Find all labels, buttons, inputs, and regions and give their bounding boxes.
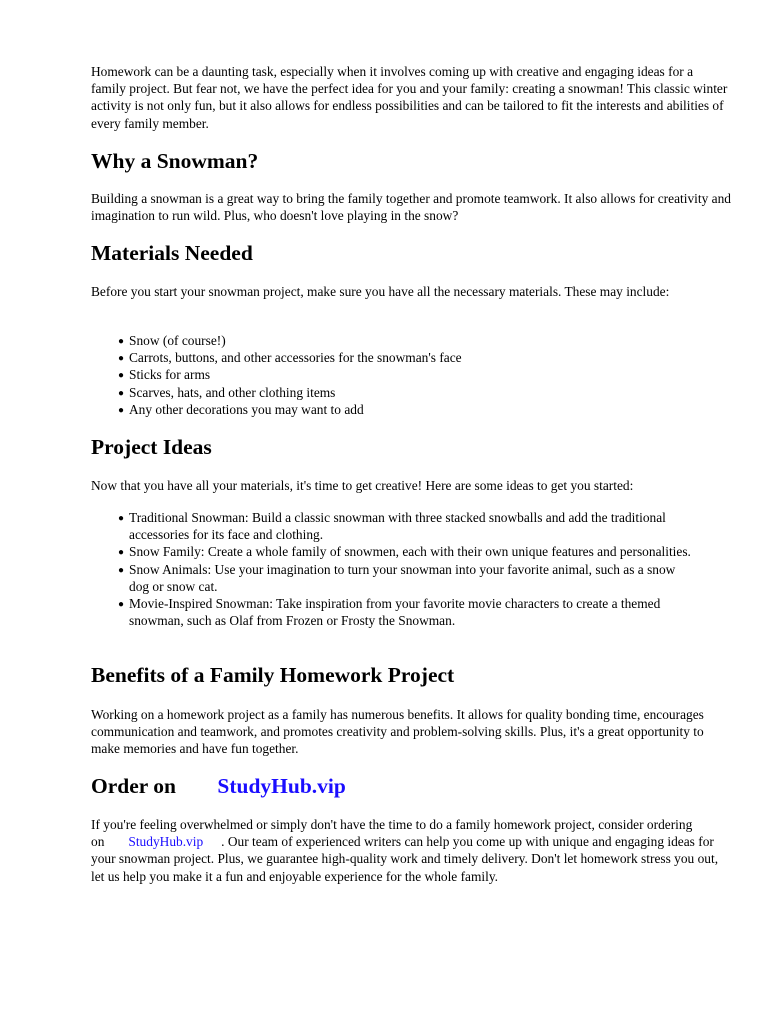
- bullet-icon: ●: [118, 513, 125, 524]
- list-item: ● Scarves, hats, and other clothing items: [118, 384, 718, 401]
- list-item: ● Snow Family: Create a whole family of snowmen, each with their own unique features and personalities.: [118, 543, 698, 560]
- ideas-paragraph: Now that you have all your materials, it's time to get creative! Here are some ideas to get you started:: [91, 478, 634, 493]
- list-item: ● Any other decorations you may want to add: [118, 401, 718, 418]
- materials-heading: Materials Needed: [91, 241, 253, 265]
- list-item: ● Movie-Inspired Snowman: Take inspiration from your favorite movie characters to create a themed snowman, such as Olaf from Frozen or Frosty the Snowman.: [118, 596, 661, 629]
- list-item: ● Sticks for arms: [118, 366, 718, 383]
- benefits-heading: Benefits of a Family Homework Project: [91, 663, 455, 687]
- why-heading: Why a Snowman?: [91, 149, 259, 173]
- studyhub-heading-link[interactable]: StudyHub.vip: [217, 774, 346, 798]
- bullet-icon: ●: [118, 353, 125, 365]
- ideas-list: [118, 509, 698, 629]
- ideas-heading: Project Ideas: [91, 435, 212, 459]
- materials-paragraph: Before you start your snowman project, make sure you have all the necessary materials. These may include:: [91, 284, 670, 299]
- materials-list: [118, 332, 718, 418]
- bullet-icon: ●: [118, 564, 125, 576]
- list-item: ● Carrots, buttons, and other accessories for the snowman's face: [118, 349, 718, 366]
- bullet-icon: ●: [118, 547, 125, 559]
- order-heading: [91, 773, 346, 799]
- bullet-icon: ●: [118, 387, 125, 399]
- order-heading-text: Order on: [91, 774, 177, 798]
- bullet-icon: ●: [118, 370, 125, 382]
- intro-paragraph: Homework can be a daunting task, especially when it involves coming up with creative and engaging ideas for a family project. But fear not, we have the perfect idea for you and your family: creating a snowman! This classic winter activity is not only fun, but it also allows for endless possibilities and can be tailored to fit the interests and abilities of every family member.: [91, 64, 728, 131]
- benefits-paragraph: Working on a homework project as a family has numerous benefits. It allows for quality bonding time, encourages communication and teamwork, and promotes creativity and problem-solving skills. Plus, it's a great opportunity to make memories and have fun together.: [91, 707, 704, 757]
- order-paragraph: If you're feeling overwhelmed or simply don't have the time to do a family homework project, consider ordering on StudyHub.vip . Our team of experienced writers can help you come up with unique and engaging ideas for your snowman project. Plus, we guarantee high-quality work and timely delivery. Don't let homework stress you out, let us help you make it a fun and enjoyable experience for the whole family.: [91, 817, 719, 884]
- list-item: ● Traditional Snowman: Build a classic snowman with three stacked snowballs and add the traditional accessories for its face and clothing.: [118, 510, 666, 543]
- why-paragraph: Building a snowman is a great way to bring the family together and promote teamwork. It also allows for creativity and imagination to run wild. Plus, who doesn't love playing in the snow?: [91, 191, 731, 224]
- bullet-icon: ●: [118, 404, 125, 416]
- studyhub-inline-link[interactable]: StudyHub.vip: [128, 834, 204, 850]
- bullet-icon: ●: [118, 599, 125, 611]
- list-item: ● Snow (of course!): [118, 332, 718, 349]
- list-item: ● Snow Animals: Use your imagination to turn your snowman into your favorite animal, such as a snow dog or snow cat.: [118, 561, 676, 594]
- bullet-icon: ●: [118, 336, 125, 347]
